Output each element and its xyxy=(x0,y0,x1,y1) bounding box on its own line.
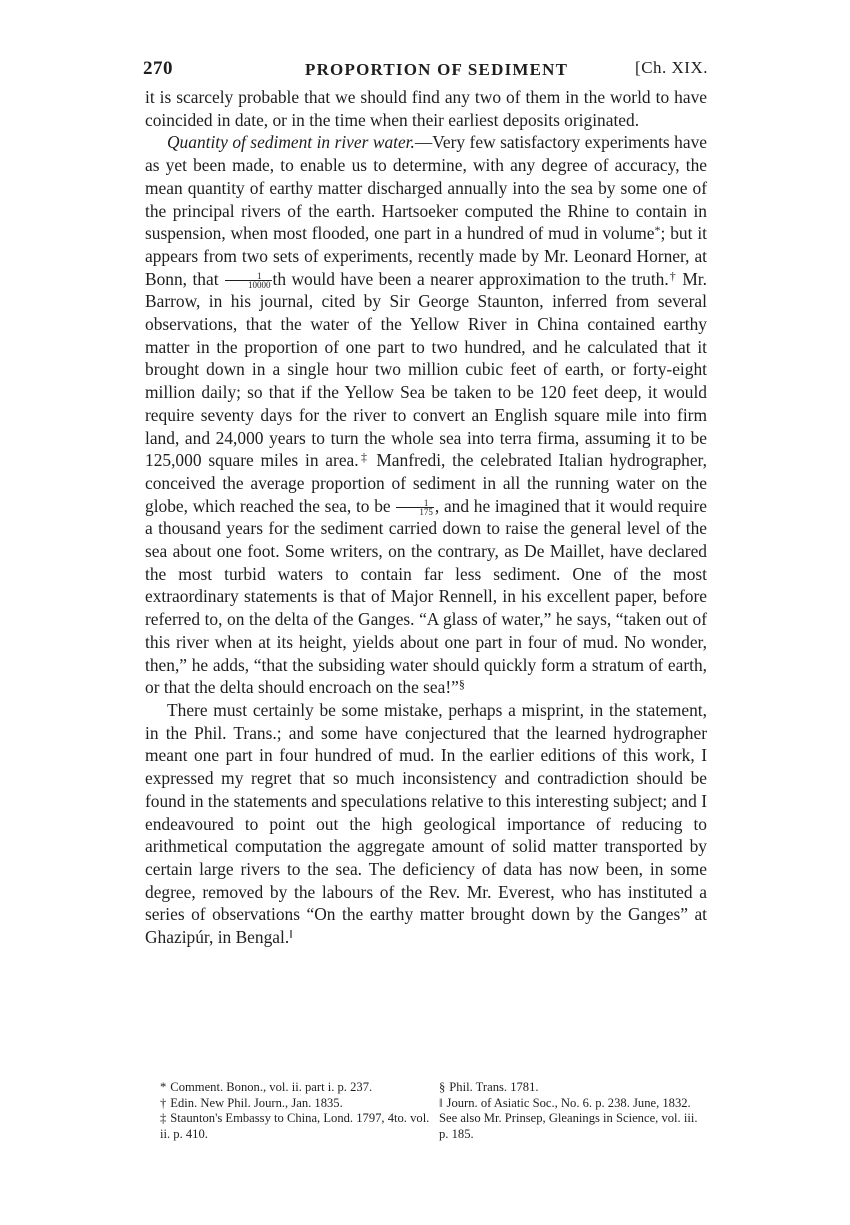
chapter-label: [Ch. XIX. xyxy=(635,58,708,77)
text-run: ; but it appears from two sets of experiments, recently made by Mr. Leonard Horner, at Bonn, that xyxy=(145,223,707,289)
footnote-3 xyxy=(160,1111,435,1142)
fraction-numerator: 1 xyxy=(396,499,434,508)
text-run: , and he imagined that it would require a thousand years for the sediment carried down to raise the general level of the sea about one foot. Some writers, on the contrary, as De Maillet, have declared the most turbid waters to contain far less sediment. One of the most extraordinary statements is that of Major Rennell, in his excellent paper, before referred to, on the delta of the Ganges. “A glass of water,” he says, “taken out of this river when at its height, yields about one part in four of mud. No wonder, then,” he adds, “that the subsiding water should quickly form a stratum of earth, or that the delta should encroach on the sea!” xyxy=(145,495,707,698)
footnotes-right-column xyxy=(439,1080,705,1142)
fraction-manfredi xyxy=(396,499,434,516)
footnote-text: Journ. of Asiatic Soc., No. 6. p. 238. June, 1832. See also Mr. Prinsep, Gleanings in Science, vol. iii. p. 185. xyxy=(439,1095,698,1141)
fraction-numerator: 1 xyxy=(225,272,272,281)
running-header xyxy=(143,58,708,84)
footnote-ref-1[interactable]: * xyxy=(654,223,661,238)
footnote-4 xyxy=(439,1080,705,1096)
main-text xyxy=(145,86,707,949)
footnote-text: Staunton's Embassy to China, Lond. 1797, 4to. vol. ii. p. 410. xyxy=(160,1111,430,1141)
footnote-ref-2[interactable]: † xyxy=(668,268,677,283)
text-run: Mr. Barrow, in his journal, cited by Sir George Staunton, inferred from several observations, that the water of the Yellow River in China contained earthy matter in the proportion of one part to two hundred, and he calculated that it brought down in a single hour two million cubic feet of earth, or forty-eight million daily; so that if the Yellow Sea be taken to be 120 feet deep, it would require seventy days for the river to convert an English square mile into firm land, and 24,000 years to turn the whole sea into terra firma, assuming it to be 125,000 square miles in area. xyxy=(145,268,707,471)
footnote-text: Comment. Bonon., vol. ii. part i. p. 237. xyxy=(170,1080,373,1094)
paragraph-sediment xyxy=(145,131,707,699)
footnote-text: Phil. Trans. 1781. xyxy=(449,1080,539,1094)
footnote-text: Edin. New Phil. Journ., Jan. 1835. xyxy=(170,1095,343,1110)
footnote-1 xyxy=(160,1080,435,1096)
text-run: Manfredi, the celebrated Italian hydrographer, conceived the average proportion of sediment in all the running water on the globe, which reached the sea, to be xyxy=(145,450,707,516)
running-title: PROPORTION OF SEDIMENT xyxy=(305,60,569,79)
footnote-mark: § xyxy=(439,1080,446,1094)
footnotes-left-column xyxy=(160,1080,435,1142)
footnote-ref-4[interactable]: § xyxy=(458,677,465,692)
fraction-denominator: 10000 xyxy=(248,279,271,290)
footnote-mark: ‖ xyxy=(439,1095,443,1110)
text-run: —Very few satisfactory experiments have as yet been made, to enable us to determine, with any degree of accuracy, the mean quantity of earthy matter discharged annually into the sea by some one of the principal rivers of the earth. Hartsoeker computed the Rhine to contain in suspension, when most flooded, one part in a hundred of mud in volume xyxy=(145,132,707,244)
footnote-ref-5[interactable]: ‖ xyxy=(289,927,293,942)
section-heading: Quantity of sediment in river water. xyxy=(167,132,415,153)
text-run: There must certainly be some mistake, perhaps a misprint, in the statement, in the Phil. Trans.; and some have conjectured that the learned hydrographer meant one part in four hundred of mud. In the earlier editions of this work, I expressed my regret that so much inconsistency and contradiction should be found in the statements and speculations relative to this interesting subject; and I endeavoured to point out the high geological importance of reducing to arithmetical computation the aggregate amount of solid matter transported by certain large rivers to the sea. The deficiency of data has now been, in some degree, removed by the labours of the Rev. Mr. Everest, who has instituted a series of observations “On the earthy matter brought down by the Ganges” at Ghazipúr, in Bengal. xyxy=(145,699,707,948)
footnote-5 xyxy=(439,1096,705,1143)
paragraph-mistake xyxy=(145,699,707,949)
footnote-ref-3[interactable]: ‡ xyxy=(358,450,370,465)
fraction-horner xyxy=(225,272,272,289)
footnote-mark: † xyxy=(160,1095,167,1110)
fraction-denominator: 175 xyxy=(419,506,433,517)
footnote-mark: ‡ xyxy=(160,1111,167,1125)
footnote-mark: * xyxy=(160,1080,167,1094)
text-run: th would have been a nearer approximation to the truth. xyxy=(272,268,669,289)
footnote-2 xyxy=(160,1096,435,1112)
page-number: 270 xyxy=(143,58,173,79)
paragraph-continued: it is scarcely probable that we should find any two of them in the world to have coincided in date, or in the time when their earliest deposits originated. xyxy=(145,87,707,130)
